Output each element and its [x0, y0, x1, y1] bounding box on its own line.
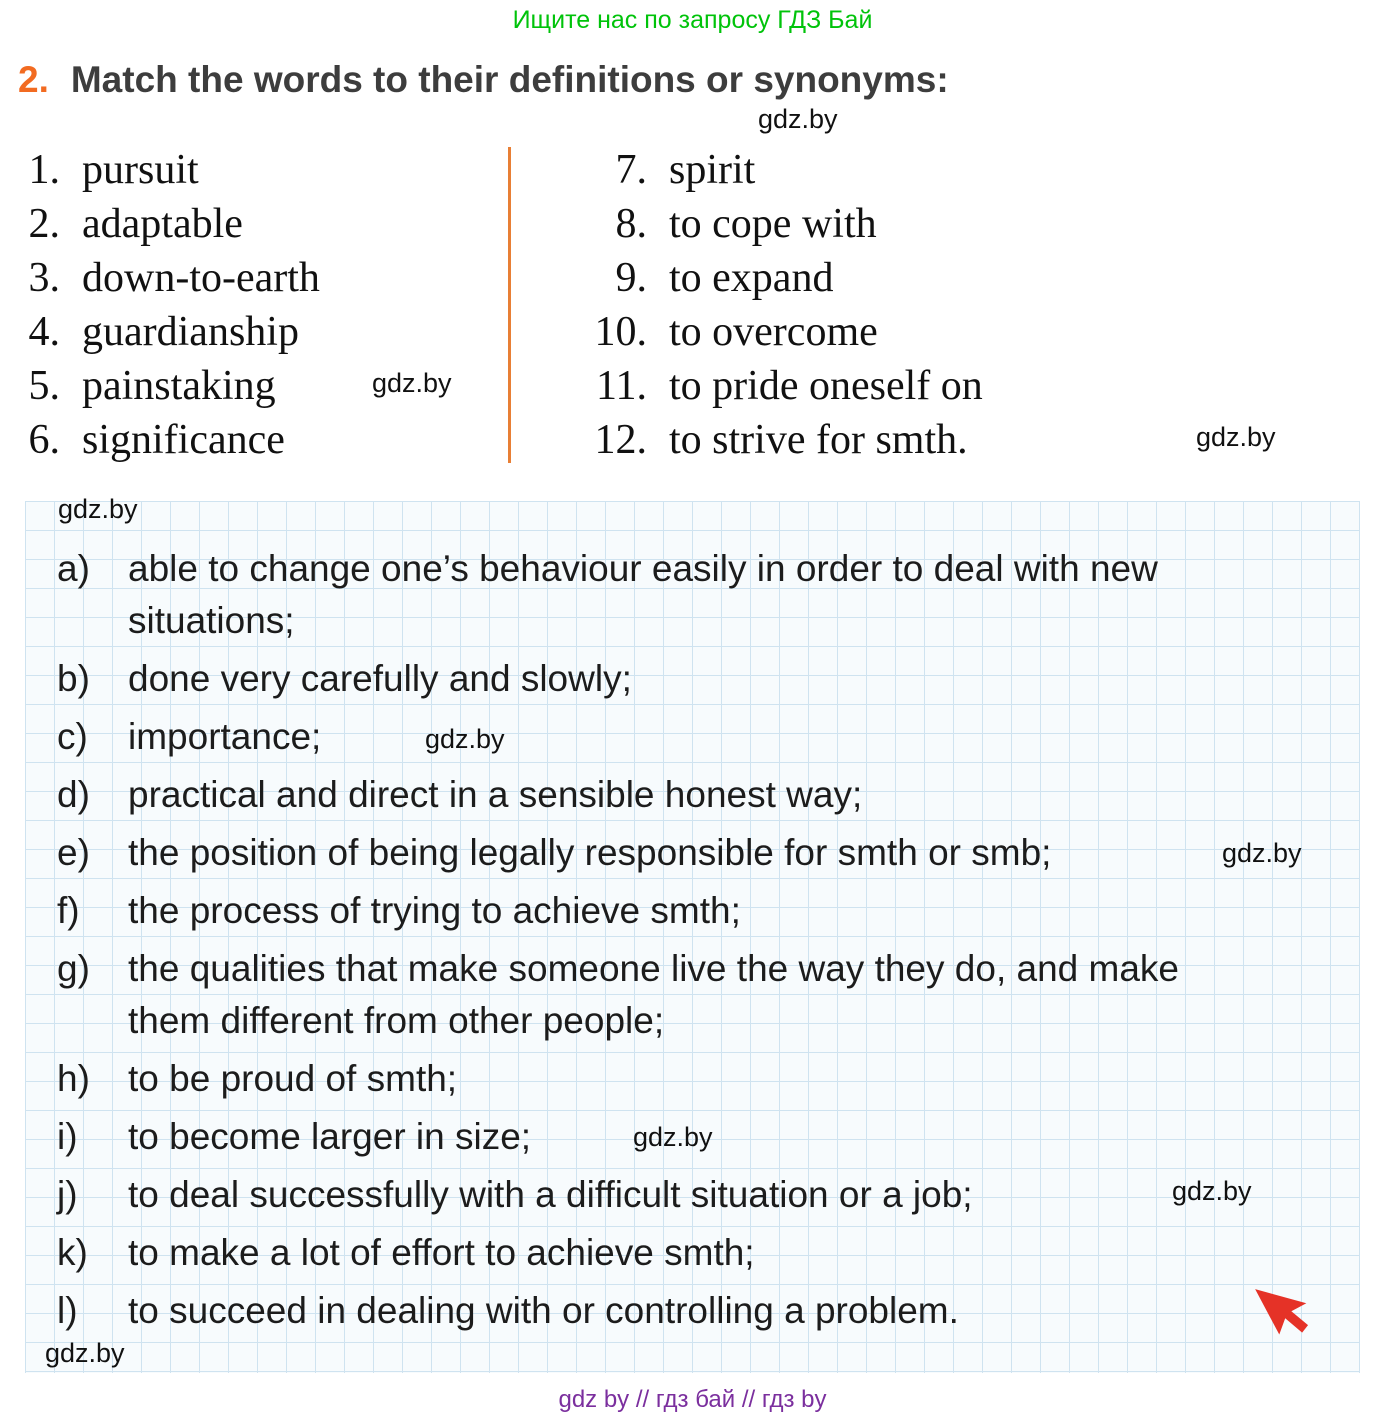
word-number: 7.	[615, 147, 647, 193]
definition-row	[57, 653, 1360, 705]
definition-row	[57, 543, 1360, 647]
word-row	[8, 251, 508, 305]
word-text: adaptable	[82, 201, 243, 247]
word-text: spirit	[669, 147, 756, 193]
watermark: gdz.by	[1172, 1176, 1252, 1206]
word-number: 9.	[615, 255, 647, 301]
definition-letter: j)	[57, 1174, 78, 1215]
word-row	[573, 251, 983, 305]
word-text: to pride oneself on	[669, 363, 983, 409]
top-banner-text: Ищите нас по запросу ГДЗ Бай	[512, 6, 873, 34]
word-number: 8.	[615, 201, 647, 247]
definition-text: to succeed in dealing with or controlling a problem.	[128, 1290, 959, 1331]
watermark: gdz.by	[758, 104, 838, 134]
definition-letter: g)	[57, 948, 90, 989]
word-number: 10.	[594, 309, 647, 355]
word-row	[573, 359, 983, 413]
definition-letter: f)	[57, 890, 80, 931]
definition-letter: k)	[57, 1232, 88, 1273]
word-text: to strive for smth.	[669, 417, 968, 463]
watermark: gdz.by	[45, 1338, 125, 1368]
definition-text: able to change one’s behaviour easily in order to deal with new situations;	[128, 548, 1158, 641]
word-number: 2.	[28, 201, 60, 247]
definition-text: the process of trying to achieve smth;	[128, 890, 741, 931]
word-row	[8, 197, 508, 251]
definition-letter: e)	[57, 832, 90, 873]
word-text: significance	[82, 417, 285, 463]
word-row	[573, 305, 983, 359]
word-number: 3.	[28, 255, 60, 301]
definition-text: to become larger in size;	[128, 1116, 532, 1157]
word-number: 4.	[28, 309, 60, 355]
watermark: gdz.by	[425, 724, 505, 754]
exercise-title: Match the words to their definitions or synonyms:	[70, 59, 949, 100]
word-number: 12.	[594, 417, 647, 463]
definition-letter: a)	[57, 548, 90, 589]
word-row	[8, 413, 508, 467]
definition-text: practical and direct in a sensible honest way;	[128, 774, 863, 815]
word-text: pursuit	[82, 147, 199, 193]
watermark: gdz.by	[1196, 422, 1276, 452]
definition-text: to be proud of smth;	[128, 1058, 458, 1099]
watermark: gdz.by	[1222, 838, 1302, 868]
definition-text: to make a lot of effort to achieve smth;	[128, 1232, 755, 1273]
word-text: painstaking	[82, 363, 276, 409]
word-text: to cope with	[669, 201, 877, 247]
word-column-right	[573, 143, 983, 467]
definition-row	[57, 1169, 1360, 1221]
definition-text: importance;	[128, 716, 322, 757]
definition-row	[57, 943, 1360, 1047]
definition-letter: l)	[57, 1290, 78, 1331]
definition-text: done very carefully and slowly;	[128, 658, 632, 699]
word-text: down-to-earth	[82, 255, 320, 301]
definition-row	[57, 769, 1360, 821]
definition-row	[57, 1285, 1360, 1337]
word-row	[573, 143, 983, 197]
definition-row	[57, 827, 1360, 879]
word-number: 1.	[28, 147, 60, 193]
watermark: gdz.by	[372, 368, 452, 398]
definition-row	[57, 711, 1360, 763]
word-text: to overcome	[669, 309, 878, 355]
definition-letter: h)	[57, 1058, 90, 1099]
definition-row	[57, 1053, 1360, 1105]
word-number: 5.	[28, 363, 60, 409]
definition-text: the qualities that make someone live the way they do, and make them different from other people;	[128, 948, 1179, 1041]
column-divider-line	[508, 147, 511, 463]
word-row	[573, 413, 983, 467]
footer-text: gdz by // гдз бай // гдз by	[558, 1386, 827, 1413]
definition-letter: c)	[57, 716, 88, 757]
word-text: guardianship	[82, 309, 299, 355]
watermark: gdz.by	[633, 1122, 713, 1152]
word-row	[8, 305, 508, 359]
word-number: 6.	[28, 417, 60, 463]
word-list	[0, 143, 1385, 467]
word-row	[573, 197, 983, 251]
definition-row	[57, 1227, 1360, 1279]
definition-letter: i)	[57, 1116, 78, 1157]
word-number: 11.	[596, 363, 647, 409]
exercise-number: 2.	[18, 59, 49, 100]
watermark: gdz.by	[58, 494, 138, 524]
word-column-left	[0, 143, 508, 467]
definition-row	[57, 885, 1360, 937]
definitions-panel	[25, 501, 1360, 1373]
definition-letter: d)	[57, 774, 90, 815]
word-row	[8, 143, 508, 197]
definition-text: to deal successfully with a difficult situation or a job;	[128, 1174, 973, 1215]
definition-text: the position of being legally responsible for smth or smb;	[128, 832, 1052, 873]
exercise-heading	[18, 59, 1385, 101]
word-text: to expand	[669, 255, 834, 301]
definition-letter: b)	[57, 658, 90, 699]
